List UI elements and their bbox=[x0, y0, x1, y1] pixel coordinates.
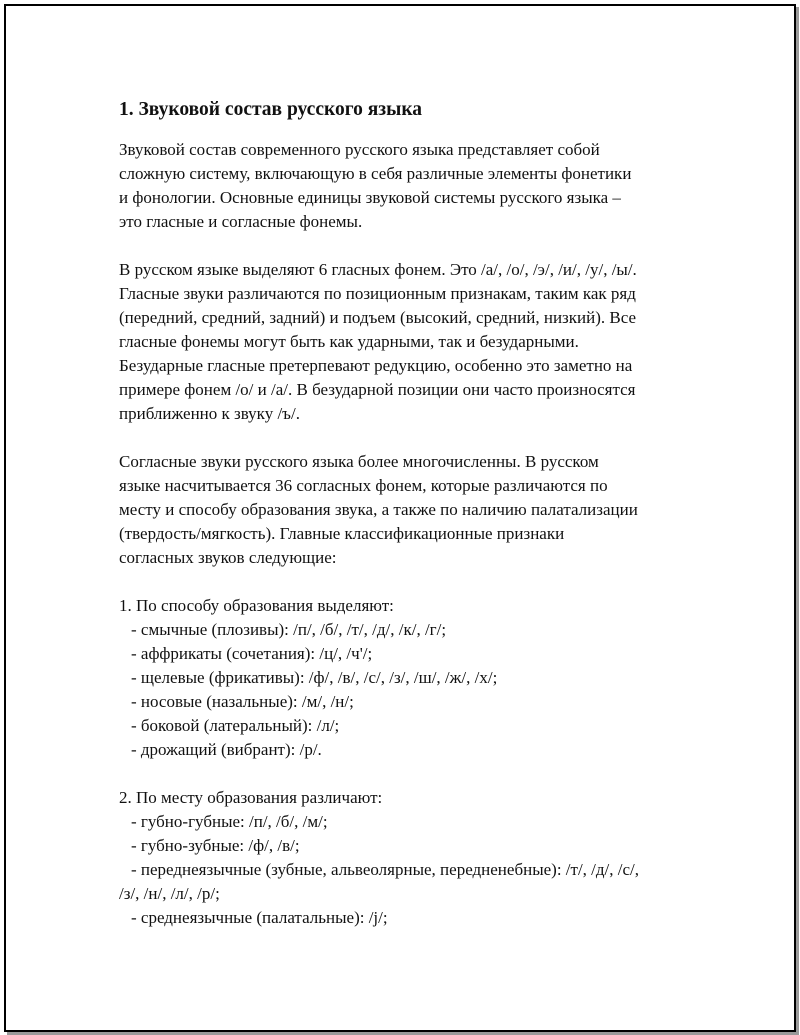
paragraph-intro: Звуковой состав современного русского языка представляет собой сложную систему, включающую в себя различные элементы фонетики и фонологии. Основные единицы звуковой системы русского языка – это гласные и согласные фонемы. bbox=[119, 140, 632, 231]
section-heading: 1. Звуковой состав русского языка bbox=[119, 99, 423, 120]
list-item: - щелевые (фрикативы): /ф/, /в/, /с/, /з/, /ш/, /ж/, /х/; bbox=[131, 668, 498, 687]
list-manner bbox=[119, 618, 699, 762]
paragraph-consonants: Согласные звуки русского языка более многочисленны. В русском языке насчитывается 36 согласных фонем, которые различаются по месту и способу образования звука, а также по наличию палатализации (твердость/мягкость). Главные классификационные признаки согласных звуков следующие: bbox=[119, 452, 638, 567]
list-item: - среднеязычные (палатальные): /j/; bbox=[131, 908, 388, 927]
list-item: - боковой (латеральный): /л/; bbox=[131, 716, 340, 735]
list-place-title: 2. По месту образования различают: bbox=[119, 788, 383, 807]
list-item: - дрожащий (вибрант): /р/. bbox=[131, 740, 322, 759]
list-place bbox=[119, 810, 699, 930]
list-item-wrap: /з/, /н/, /л/, /р/; bbox=[119, 884, 220, 903]
paragraph-vowels: В русском языке выделяют 6 гласных фонем. Это /а/, /о/, /э/, /и/, /у/, /ы/. Гласные звуки различаются по позиционным признакам, таким как ряд (передний, средний, задний) и подъем (высокий, средний, низкий). Все гласные фонемы могут быть как ударными, так и безударными. Безударные гласные претерпевают редукцию, особенно это заметно на примере фонем /о/ и /а/. В безударной позиции они часто произносятся приближенно к звуку /ъ/. bbox=[119, 260, 637, 423]
list-item: - переднеязычные (зубные, альвеолярные, передненебные): /т/, /д/, /с/, bbox=[131, 860, 640, 879]
document-content bbox=[119, 97, 699, 954]
list-manner-title: 1. По способу образования выделяют: bbox=[119, 596, 394, 615]
list-item: - аффрикаты (сочетания): /ц/, /ч'/; bbox=[131, 644, 373, 663]
list-item: - смычные (плозивы): /п/, /б/, /т/, /д/, /к/, /г/; bbox=[131, 620, 447, 639]
list-item: - губно-зубные: /ф/, /в/; bbox=[131, 836, 300, 855]
document-page bbox=[4, 4, 796, 1032]
list-item: - губно-губные: /п/, /б/, /м/; bbox=[131, 812, 328, 831]
list-item: - носовые (назальные): /м/, /н/; bbox=[131, 692, 354, 711]
